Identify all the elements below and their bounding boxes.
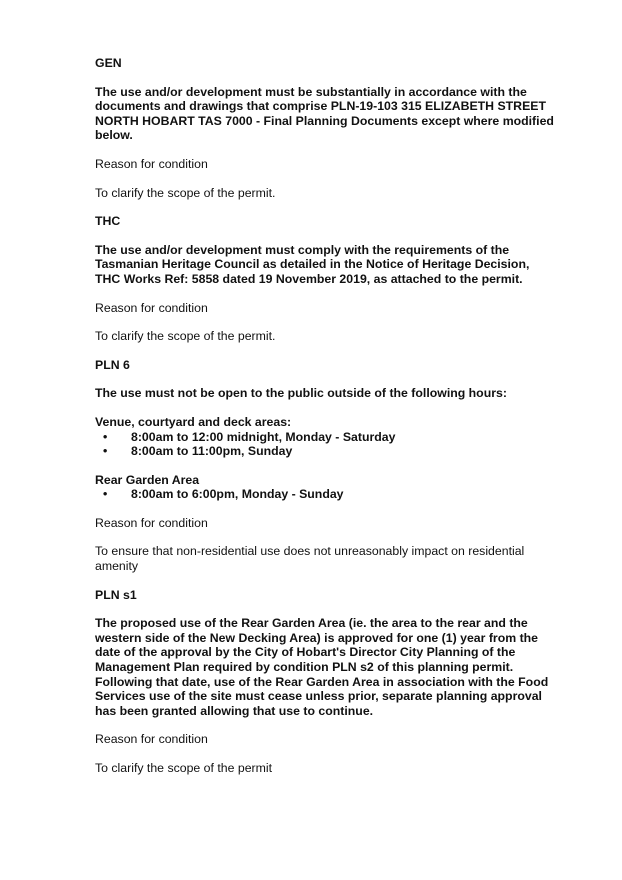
reason-text-thc: To clarify the scope of the permit. — [95, 329, 276, 344]
condition-text-pln6: The use must not be open to the public outside of the following hours: — [95, 386, 507, 401]
section-heading-plns1: PLN s1 — [95, 587, 137, 602]
condition-text-gen: The use and/or development must be substantially in accordance with the documents and drawings that comprise PLN-19-103 315 ELIZABETH STREET NORTH HOBART TAS 7000 - Final Planning Documents except where modified below. — [95, 84, 554, 143]
reason-label-plns1: Reason for condition — [95, 732, 208, 747]
document-page — [95, 56, 555, 776]
condition-text-plns1: The proposed use of the Rear Garden Area (ie. the area to the rear and the western side of the New Decking Area) is approved for one (1) year from the date of the approval by the City of Hobart's Director City Planning of the Management Plan required by condition PLN s2 of this planning permit. Following that date, use of the Rear Garden Area in association with the Food Services use of the site must cease unless prior, separate planning approval has been granted allowing that use to continue. — [95, 616, 549, 718]
reason-text-plns1: To clarify the scope of the permit — [95, 761, 273, 775]
section-heading-thc: THC — [95, 214, 121, 229]
section-heading-gen: GEN — [95, 56, 122, 70]
reason-label-thc: Reason for condition — [95, 300, 208, 315]
list-item: • 8:00am to 11:00pm, Sunday — [103, 444, 293, 459]
bullet-icon: • — [103, 444, 108, 459]
reason-label-pln6: Reason for condition — [95, 515, 208, 530]
bullet-icon: • — [103, 487, 108, 502]
rear-garden-label: Rear Garden Area — [95, 472, 200, 487]
section-heading-pln6: PLN 6 — [95, 357, 130, 372]
garden-hours-list — [95, 487, 555, 502]
venue-hours-list — [95, 430, 555, 459]
reason-text-pln6: To ensure that non-residential use does not unreasonably impact on residential amenity — [95, 544, 525, 574]
reason-text-gen: To clarify the scope of the permit. — [95, 185, 276, 200]
condition-text-thc: The use and/or development must comply with the requirements of the Tasmanian Heritage Council as detailed in the Notice of Heritage Decision, THC Works Ref: 5858 dated 19 November 2019, as attached to the permit. — [95, 242, 530, 286]
list-item: • 8:00am to 12:00 midnight, Monday - Saturday — [103, 429, 396, 444]
reason-label-gen: Reason for condition — [95, 156, 208, 171]
list-item: • 8:00am to 6:00pm, Monday - Sunday — [103, 487, 344, 502]
venue-areas-label: Venue, courtyard and deck areas: — [95, 414, 292, 429]
bullet-icon: • — [103, 429, 108, 444]
